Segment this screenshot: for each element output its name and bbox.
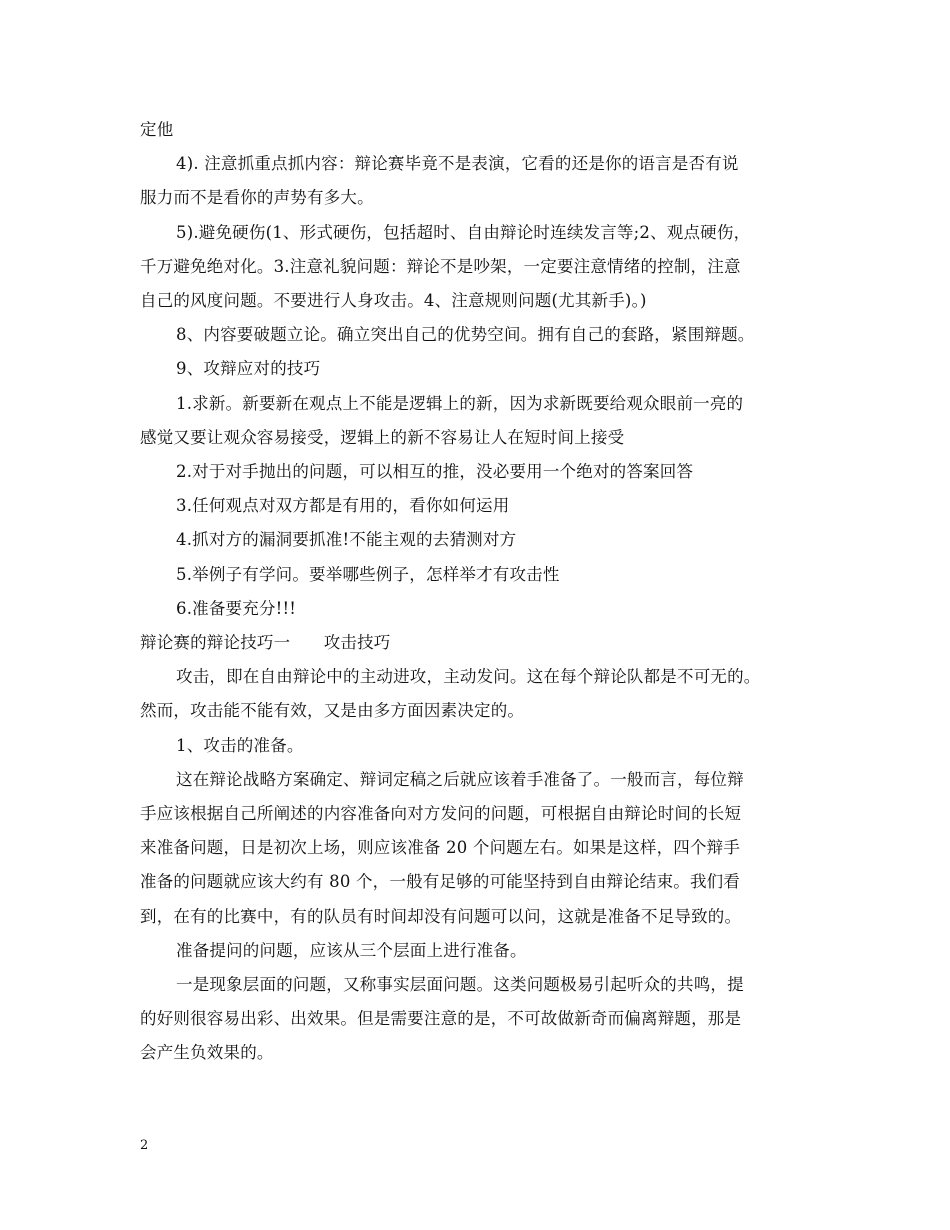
- text-line: 然而，攻击能不能有效，又是由多方面因素决定的。: [140, 701, 525, 720]
- text-line: 自己的风度问题。不要进行人身攻击。4、注意规则问题(尤其新手)。): [140, 291, 647, 310]
- list-item: 3.任何观点对双方都是有用的，看你如何运用: [176, 496, 510, 515]
- text-line: 1.求新。新要新在观点上不能是逻辑上的新，因为求新既要给观众眼前一亮的: [176, 394, 744, 413]
- section-title: 辩论赛的辩论技巧一 攻击技巧: [140, 633, 391, 652]
- text-line: 一是现象层面的问题，又称事实层面问题。这类问题极易引起听众的共鸣，提: [176, 975, 744, 994]
- section-heading: 1、攻击的准备。: [176, 736, 304, 755]
- text-line: 来准备问题，日是初次上场，则应该准备 20 个问题左右。如果是这样，四个辩手: [140, 838, 741, 857]
- section-heading: 9、攻辩应对的技巧: [176, 359, 321, 378]
- page-number: 2: [140, 1138, 149, 1153]
- text-line: 攻击，即在自由辩论中的主动进攻，主动发问。这在每个辩论队都是不可无的。: [176, 667, 761, 686]
- text-line: 到，在有的比赛中，有的队员有时间却没有问题可以问，这就是准备不足导致的。: [140, 907, 742, 926]
- text-line: 4). 注意抓重点抓内容：辩论赛毕竟不是表演，它看的还是你的语言是否有说: [176, 154, 739, 173]
- list-item: 6.准备要充分!!!: [176, 599, 297, 618]
- text-line: 的好则很容易出彩、出效果。但是需要注意的是，不可故做新奇而偏离辩题，那是: [140, 1009, 742, 1028]
- text-line: 准备的问题就应该大约有 80 个，一般有足够的可能坚持到自由辩论结束。我们看: [140, 872, 741, 891]
- list-item: 4.抓对方的漏洞要抓准!不能主观的去猜测对方: [176, 530, 517, 549]
- text-line: 千万避免绝对化。3.注意礼貌问题：辩论不是吵架，一定要注意情绪的控制，注意: [140, 257, 741, 276]
- list-item: 5.举例子有学问。要举哪些例子，怎样举才有攻击性: [176, 565, 560, 584]
- text-line: 5).避免硬伤(1、形式硬伤，包括超时、自由辩论时连续发言等;2、观点硬伤，: [176, 223, 751, 242]
- text-line: 服力而不是看你的声势有多大。: [140, 188, 374, 207]
- text-line: 这在辩论战略方案确定、辩词定稿之后就应该着手准备了。一般而言，每位辩: [176, 770, 744, 789]
- list-item: 2.对于对手抛出的问题，可以相互的推，没必要用一个绝对的答案回答: [176, 462, 694, 481]
- text-line: 定他: [140, 120, 174, 139]
- text-line: 感觉又要让观众容易接受，逻辑上的新不容易让人在短时间上接受: [140, 428, 625, 447]
- text-line: 准备提问的问题，应该从三个层面上进行准备。: [176, 941, 527, 960]
- text-line: 会产生负效果的。: [140, 1043, 274, 1062]
- text-line: 8、内容要破题立论。确立突出自己的优势空间。拥有自己的套路，紧围辩题。: [176, 325, 755, 344]
- text-line: 手应该根据自己所阐述的内容准备向对方发问的问题，可根据自由辩论时间的长短: [140, 804, 742, 823]
